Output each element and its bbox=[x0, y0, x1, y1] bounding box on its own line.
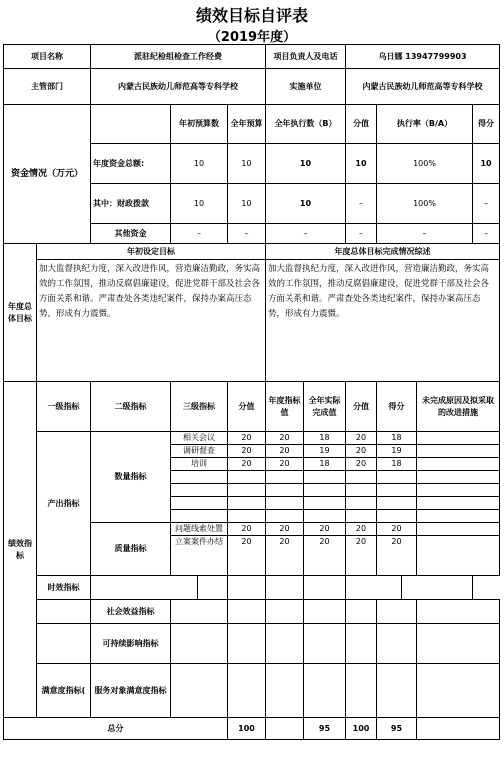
funds-row-got: 10 bbox=[473, 144, 500, 184]
funds-row-annual: 10 bbox=[228, 144, 266, 184]
output-label: 产出指标 bbox=[37, 432, 91, 576]
perf-header-score2: 分值 bbox=[346, 382, 377, 432]
unit-label: 实施单位 bbox=[266, 69, 346, 105]
quality-row-score2: 20 bbox=[346, 536, 377, 576]
targets-plan-text: 加大监督执纪力度，深入改进作风，营造廉洁勤政，务实高效的工作氛围，推动反腐倡廉建设，促进党群干部及社会各方面关系和谐。严肃查处各类违纪案件，保持办案高压态势，形成有力震慑。 bbox=[37, 260, 266, 382]
targets-done-header: 年度总体目标完成情况综述 bbox=[266, 244, 500, 260]
quantity-row-target: 20 bbox=[266, 445, 304, 458]
quality-row-target: 20 bbox=[266, 523, 304, 536]
funds-row-score: – bbox=[346, 224, 377, 244]
funds-row-got: – bbox=[473, 184, 500, 224]
perf-header-score: 分值 bbox=[228, 382, 266, 432]
funds-row-rate: 100% bbox=[377, 144, 473, 184]
funds-section-label: 资金情况（万元） bbox=[4, 105, 91, 244]
quantity-row-target: 20 bbox=[266, 458, 304, 471]
funds-row-budget: 10 bbox=[171, 184, 228, 224]
funds-row-budget: – bbox=[171, 224, 228, 244]
perf-header-level2: 二级指标 bbox=[91, 382, 171, 432]
quality-row-score2: 20 bbox=[346, 523, 377, 536]
quantity-row-got: 19 bbox=[377, 445, 417, 458]
quality-row-got: 20 bbox=[377, 523, 417, 536]
targets-plan-header: 年初设定目标 bbox=[37, 244, 266, 260]
quantity-row-score2: 20 bbox=[346, 458, 377, 471]
quantity-row-target: 20 bbox=[266, 432, 304, 445]
project-name-value: 派驻纪检组检查工作经费 bbox=[91, 45, 266, 69]
quantity-row-score: 20 bbox=[228, 432, 266, 445]
quality-row-name: 立案案件办结 bbox=[171, 536, 228, 576]
funds-header-score: 分值 bbox=[346, 105, 377, 144]
perf-header-target: 年度指标值 bbox=[266, 382, 304, 432]
perf-header-reason: 未完成原因及拟采取的改进措施 bbox=[417, 382, 500, 432]
funds-header-rate: 执行率（B/A） bbox=[377, 105, 473, 144]
quantity-row-score: 20 bbox=[228, 458, 266, 471]
quantity-row-name: 调研督查 bbox=[171, 445, 228, 458]
funds-row-score: – bbox=[346, 184, 377, 224]
quantity-row-score: 20 bbox=[228, 445, 266, 458]
quantity-row-actual: 19 bbox=[304, 445, 346, 458]
funds-row-exec: 10 bbox=[266, 144, 346, 184]
quantity-row-name: 相关会议 bbox=[171, 432, 228, 445]
quantity-row-score2: 20 bbox=[346, 432, 377, 445]
project-owner-value: 乌日娜 13947799903 bbox=[346, 45, 500, 69]
total-actual: 95 bbox=[304, 718, 346, 740]
targets-section-label: 年度总体目标 bbox=[4, 244, 37, 382]
project-name-label: 项目名称 bbox=[4, 45, 91, 69]
quality-label: 质量指标 bbox=[91, 523, 171, 576]
document-title: 绩效目标自评表 bbox=[195, 6, 308, 25]
funds-row-label: 其中：财政拨款 bbox=[91, 184, 171, 224]
funds-header-budget: 年初预算数 bbox=[171, 105, 228, 144]
quantity-row-score2: 20 bbox=[346, 445, 377, 458]
service-label: 服务对象满意度指标 bbox=[91, 664, 171, 718]
perf-header-level3: 三级指标 bbox=[171, 382, 228, 432]
quantity-label: 数量指标 bbox=[91, 432, 171, 523]
timeliness-label: 时效指标 bbox=[37, 576, 91, 600]
quality-row-score: 20 bbox=[228, 536, 266, 576]
total-score2: 100 bbox=[346, 718, 377, 740]
quantity-row-got: 18 bbox=[377, 432, 417, 445]
quantity-row-name: 培训 bbox=[171, 458, 228, 471]
document-year: （2019年度） bbox=[207, 30, 297, 45]
social-label: 社会效益指标 bbox=[91, 600, 171, 624]
quantity-row-actual: 18 bbox=[304, 458, 346, 471]
funds-row-exec: – bbox=[266, 224, 346, 244]
self-evaluation-table bbox=[3, 44, 500, 740]
total-score: 100 bbox=[228, 718, 266, 740]
performance-section-label: 绩效指标 bbox=[4, 382, 37, 718]
funds-row-rate: 100% bbox=[377, 184, 473, 224]
quantity-row-actual: 18 bbox=[304, 432, 346, 445]
quality-row-score: 20 bbox=[228, 523, 266, 536]
quality-row-got: 20 bbox=[377, 536, 417, 576]
funds-header-got: 得分 bbox=[473, 105, 500, 144]
dept-value: 内蒙古民族幼儿师范高等专科学校 bbox=[91, 69, 266, 105]
quantity-row-got: 18 bbox=[377, 458, 417, 471]
perf-header-level1: 一级指标 bbox=[37, 382, 91, 432]
funds-row-label: 年度资金总额: bbox=[91, 144, 171, 184]
funds-row-label: 其他资金 bbox=[91, 224, 171, 244]
quality-row-name: 问题线索处置 bbox=[171, 523, 228, 536]
sustain-label: 可持续影响指标 bbox=[91, 624, 171, 664]
funds-row-budget: 10 bbox=[171, 144, 228, 184]
total-label: 总分 bbox=[4, 718, 228, 740]
funds-row-got: – bbox=[473, 224, 500, 244]
targets-done-text: 加大监督执纪力度，深入改进作风，营造廉洁勤政，务实高效的工作氛围，推动反腐倡廉建设，促进党群干部及社会各方面关系和谐。严肃查处各类违纪案件，保持办案高压态势，形成有力震慑。 bbox=[266, 260, 500, 382]
project-owner-label: 项目负责人及电话 bbox=[266, 45, 346, 69]
funds-row-annual: 10 bbox=[228, 184, 266, 224]
quality-row-actual: 20 bbox=[304, 536, 346, 576]
total-got: 95 bbox=[377, 718, 417, 740]
funds-row-annual: – bbox=[228, 224, 266, 244]
perf-header-actual: 全年实际完成值 bbox=[304, 382, 346, 432]
funds-header-exec: 全年执行数（B） bbox=[266, 105, 346, 144]
funds-row-rate: – bbox=[377, 224, 473, 244]
funds-row-exec: 10 bbox=[266, 184, 346, 224]
funds-row-score: 10 bbox=[346, 144, 377, 184]
unit-value: 内蒙古民族幼儿师范高等专科学校 bbox=[346, 69, 500, 105]
satisfaction-label: 满意度指标( bbox=[37, 664, 91, 718]
quality-row-target: 20 bbox=[266, 536, 304, 576]
perf-header-got: 得分 bbox=[377, 382, 417, 432]
funds-header-annual: 全年预算 bbox=[228, 105, 266, 144]
quality-row-actual: 20 bbox=[304, 523, 346, 536]
funds-header-blank bbox=[91, 105, 171, 144]
dept-label: 主管部门 bbox=[4, 69, 91, 105]
